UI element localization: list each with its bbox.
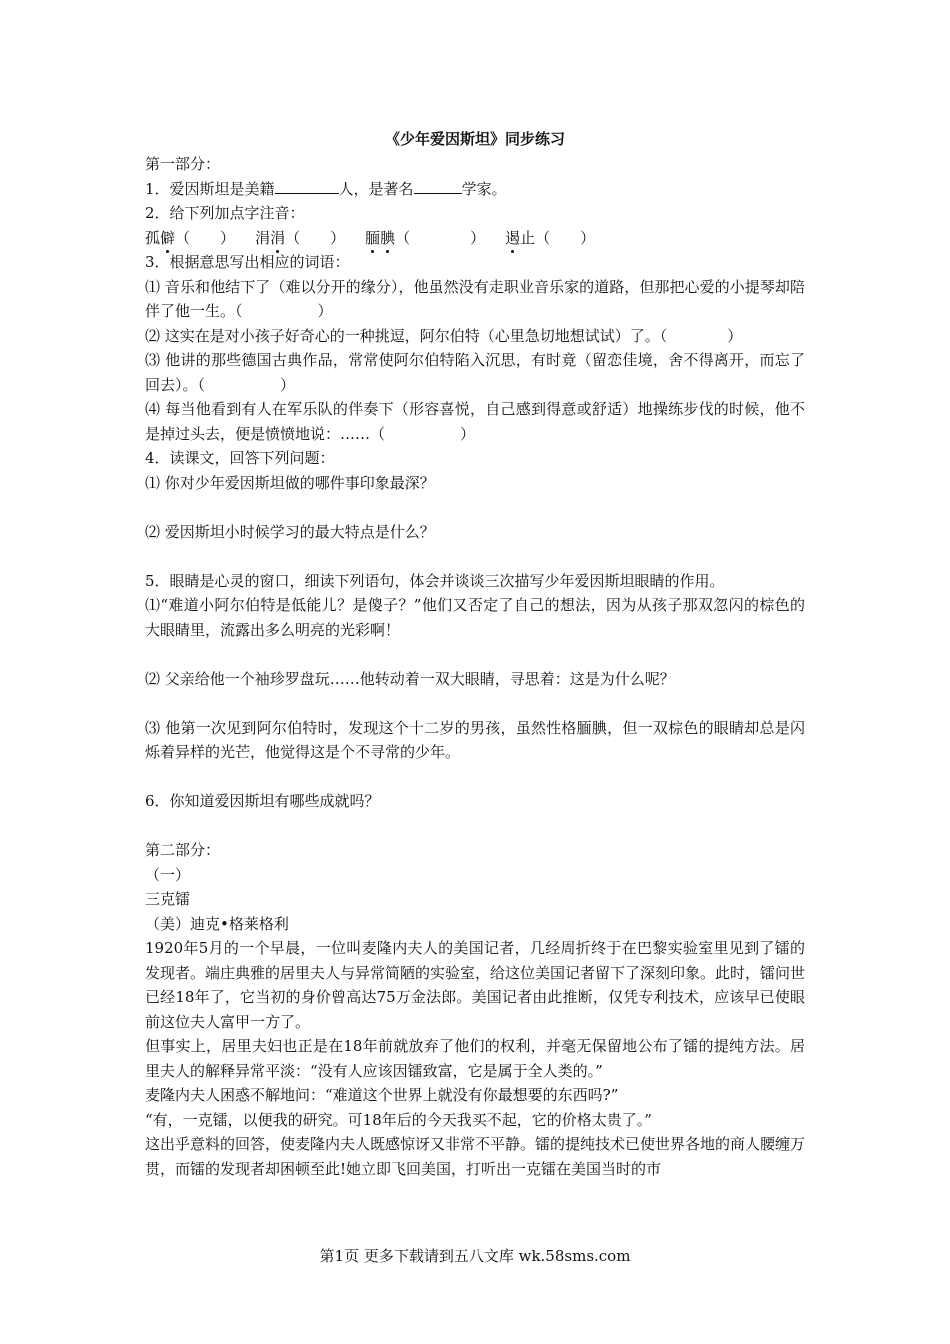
answer-space: [145, 642, 805, 667]
question-5-item-3: ⑶ 他第一次见到阿尔伯特时，发现这个十二岁的男孩，虽然性格腼腆，但一双棕色的眼睛却总是闪烁着异样的光芒，他觉得这是个不寻常的少年。: [145, 718, 805, 761]
story-title: 三克镭: [145, 890, 191, 908]
q1-blank-field: [414, 177, 462, 194]
question-2-words: [145, 226, 805, 251]
q2-word-2-a: 涓: [255, 228, 271, 247]
question-6: 6．你知道爱因斯坦有哪些成就吗？: [145, 792, 380, 810]
q2-word-4-b: 止: [520, 228, 536, 247]
q2-word-2-dotted: 涓: [270, 226, 285, 251]
question-5-item-2: ⑵ 父亲给他一个袖珍罗盘玩……他转动着一双大眼睛，寻思着：这是为什么呢？: [145, 669, 675, 688]
q1-text-b: 人，是著名: [338, 179, 414, 198]
q2-word-4-dotted: 遏: [505, 226, 520, 251]
story-paragraph-3: 麦隆内夫人困惑不解地问：“难道这个世界上就没有你最想要的东西吗?”: [145, 1086, 619, 1104]
question-3-item-4: ⑷ 每当他看到有人在军乐队的伴奏下（形容喜悦，自己感到得意或舒适）地操练步伐的时候，他不是掉过头去，便是愤愤地说：……（ ）: [145, 400, 805, 443]
question-4-item-1: ⑴ 你对少年爱因斯坦做的哪件事印象最深？: [145, 473, 435, 492]
q2-word-4-paren: （ ）: [535, 228, 596, 247]
story-paragraph-2: 但事实上，居里夫妇也正是在18年前就放弃了他们的权利，并毫无保留地公布了镭的提纯方法。居里夫人的解释异常平淡：“没有人应该因镭致富，它是属于全人类的。”: [145, 1037, 805, 1080]
story-paragraph-1: 1920年5月的一个早晨，一位叫麦隆内夫人的美国记者，几经周折终于在巴黎实验室里见到了镭的发现者。端庄典雅的居里夫人与异常简陋的实验室，给这位美国记者留下了深刻印象。此时，镭问世已经18年了，它当初的身价曾高达75万金法郎。美国记者由此推断，仅凭专利技术，应该早已使眼前这位夫人富甲一方了。: [145, 939, 806, 1031]
story-paragraph-5: 这出乎意料的回答，使麦隆内夫人既感惊讶又非常不平静。镭的提纯技术已使世界各地的商人腰缠万贯，而镭的发现者却困顿至此!她立即飞回美国，打听出一克镭在美国当时的市: [145, 1135, 806, 1178]
story-author: （美）迪克•格莱格利: [145, 914, 289, 933]
question-3-item-1: ⑴ 音乐和他结下了（难以分开的缘分），他虽然没有走职业音乐家的道路，但那把心爱的小提琴却陪伴了他一生。（ ）: [145, 277, 805, 320]
q2-word-1-dotted: 僻: [160, 226, 175, 251]
part1-heading: 第一部分：: [145, 155, 221, 173]
document-body: [145, 126, 805, 1181]
q2-word-3-dotted-b: 腆: [380, 226, 395, 251]
question-1: [145, 177, 805, 202]
q2-word-3-dotted-a: 腼: [365, 226, 380, 251]
question-4-item-2: ⑵ 爱因斯坦小时候学习的最大特点是什么？: [145, 522, 435, 541]
q1-text-a: 1．爱因斯坦是美籍: [145, 179, 275, 198]
question-3-item-2: ⑵ 这实在是对小孩子好奇心的一种挑逗，阿尔伯特（心里急切地想试试）了。（ ）: [145, 326, 743, 345]
answer-space: [145, 814, 805, 839]
question-3-stem: 3．根据意思写出相应的词语：: [145, 253, 350, 271]
answer-space: [145, 495, 805, 520]
answer-space: [145, 691, 805, 716]
question-5-stem: 5．眼睛是心灵的窗口，细读下列语句，体会并谈谈三次描写少年爱因斯坦眼睛的作用。: [145, 571, 725, 590]
q2-word-1-paren: （ ）: [175, 228, 236, 247]
answer-space: [145, 544, 805, 569]
q2-word-2-paren: （ ）: [285, 228, 346, 247]
q2-word-3-paren: （ ）: [395, 228, 486, 247]
story-paragraph-4: “有，一克镭，以便我的研究。可18年后的今天我买不起，它的价格太贵了。”: [145, 1110, 652, 1129]
question-5-item-1: ⑴“难道小阿尔伯特是低能儿？是傻子？”他们又否定了自己的想法，因为从孩子那双忽闪的棕色的大眼睛里，流露出多么明亮的光彩啊！: [145, 596, 805, 639]
question-2-stem: 2．给下列加点字注音：: [145, 204, 305, 222]
page-title: 《少年爱因斯坦》同步练习: [384, 130, 565, 148]
question-4-stem: 4．读课文，回答下列问题：: [145, 449, 335, 467]
section-number: （一）: [145, 865, 191, 884]
q2-word-1-a: 孤: [145, 228, 161, 247]
page-footer: 第1页 更多下载请到五八文库 wk.58sms.com: [319, 1247, 631, 1265]
answer-space: [145, 765, 805, 790]
part2-heading: 第二部分：: [145, 841, 221, 859]
q1-blank-nationality: [275, 177, 339, 194]
q1-text-c: 学家。: [461, 179, 507, 198]
question-3-item-3: ⑶ 他讲的那些德国古典作品，常常使阿尔伯特陷入沉思，有时竟（留恋佳境，舍不得离开，而忘了回去）。（ ）: [145, 351, 805, 394]
